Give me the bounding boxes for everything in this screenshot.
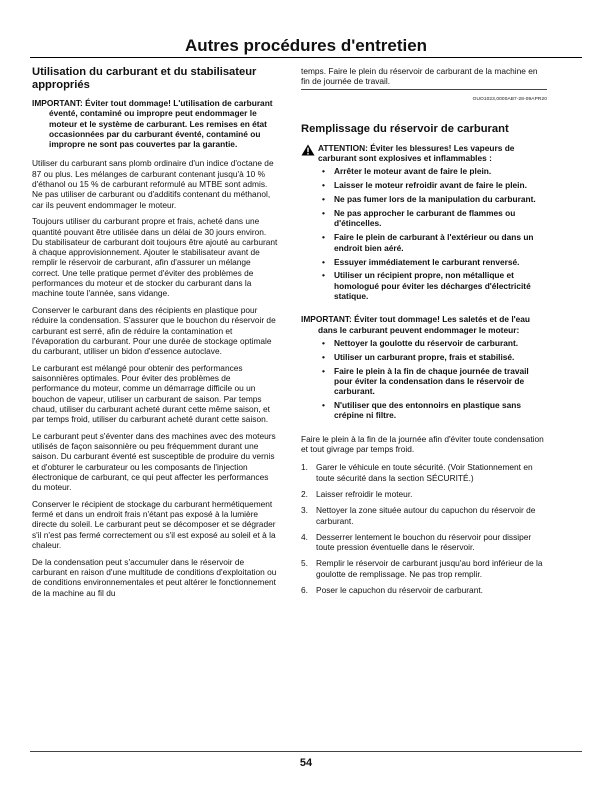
paragraph: Toujours utiliser du carburant propre et frais, acheté dans une quantité pouvant être utilisée dans un délai de 30 jours environ. Du stabilisateur de carburant doit toujours être ajouté au carburant à chaque approvisionnement. Ajouter le stabilisateur avant de remplir le réservoir de carburant, afin d'assurer un mélange correct. Une telle pratique permet d'éviter des problèmes de performances du moteur et de stocker du carburant dans la machine toute l'année, sans vidange. [32,216,278,299]
step-item: 3. Nettoyer la zone située autour du capuchon du réservoir de carburant. [301,505,536,526]
list-item: • Nettoyer la goulotte du réservoir de carburant. [322,337,519,348]
attention-notice [301,143,547,164]
important-list [301,338,547,421]
list-item: • N'utiliser que des entonnoirs en plastique sans crépine ni filtre. [322,400,521,421]
warning-triangle-icon [301,143,318,164]
list-item: • Utiliser un récipient propre, non métallique et homologué pour éviter les décharges d'électricité statique. [322,270,531,302]
footer-rule [30,751,582,752]
list-item: • Faire le plein à la fin de chaque journée de travail pour éviter la condensation dans le réservoir de carburant. [322,365,529,397]
attention-text: ATTENTION: Éviter les blessures! Les vapeurs de carburant sont explosives et inflammables : [318,142,515,164]
page-title: Autres procédures d'entretien [184,36,428,55]
list-item: • Arrêter le moteur avant de faire le plein. [322,166,492,177]
list-item: • Faire le plein de carburant à l'extérieur ou dans un endroit bien aéré. [322,232,534,253]
important-label: IMPORTANT: [32,98,83,108]
page-number: 54 [299,757,313,769]
paragraph: Le carburant peut s'éventer dans des machines avec des moteurs utilisés de façon saisonnière ou peu fréquemment durant une saison. Du carburant éventé est susceptible de produire du vernis et d'obturer le carburateur ou les composants de l'injection électronique de carburant, ce qui peut affecter les performances du moteur. [32,430,276,493]
important-notice-2: IMPORTANT: Éviter tout dommage! Les saletés et de l'eau dans le carburant peuvent endommager le moteur: [301,314,531,335]
paragraph: Faire le plein à la fin de la journée afin d'éviter toute condensation et tout givrage par temps froid. [301,433,544,455]
list-item: • Ne pas fumer lors de la manipulation du carburant. [322,194,536,205]
step-item: 1. Garer le véhicule en toute sécurité. (Voir Stationnement en toute sécurité dans la section SÉCURITÉ.) [301,462,533,483]
continuation-paragraph: temps. Faire le plein du réservoir de carburant de la machine en fin de journée de travail. [301,66,538,87]
step-item: 4. Desserrer lentement le bouchon du réservoir pour dissiper toute pression éventuelle dans le réservoir. [301,531,532,553]
section-rule [301,89,547,90]
list-item: • Utiliser un carburant propre, frais et stabilisé. [322,351,515,362]
right-column [301,66,547,601]
paragraph: De la condensation peut s'accumuler dans le réservoir de carburant en raison d'une multitude de conditions d'exploitation ou de conditions environnementales et peut altérer le fonctionnement de la machine au fil du [32,556,277,598]
document-code: OUO1023,0000AB7-28-09APR20 [472,96,547,102]
header-rule [30,57,582,58]
left-column [32,66,278,604]
list-item: • Ne pas approcher le carburant de flammes ou d'étincelles. [322,208,516,229]
paragraph: Le carburant est mélangé pour obtenir des performances saisonnières optimales. Pour éviter des problèmes de performance du moteur, comme un démarrage difficile ou un bouchon de vapeur, utiliser un carburant de saison. Par temps chaud, utiliser du carburant acheté durant cette même saison, et par temps froid, utiliser du carburant acheté durant cette saison. [32,362,270,425]
paragraph: Conserver le récipient de stockage du carburant hermétiquement fermé et dans un endroit frais n'étant pas exposé à la lumière directe du soleil. Le carburant peut se décomposer et se dégrader s'il n'est pas fermé correctement ou s'il est exposé au soleil et à la chaleur. [32,498,276,551]
attention-list [301,166,547,301]
step-item: 6. Poser le capuchon du réservoir de carburant. [301,585,483,596]
step-item: 2. Laisser refroidir le moteur. [301,488,413,499]
paragraph: Conserver le carburant dans des récipients en plastique pour réduire la condensation. S'assurer que le bouchon du réservoir de carburant est serré, afin de réduire la contamination et l'évaporation du carburant. Pour une durée de stockage optimale du carburant, utiliser un bidon d'essence autoclave. [32,304,276,357]
steps-list [301,462,547,595]
list-item: • Laisser le moteur refroidir avant de faire le plein. [322,180,527,191]
important-text: Éviter tout dommage! L'utilisation de carburant éventé, contaminé ou impropre peut endommager le moteur et le système de carburant. Les remises en état occasionnées par du carburant éventé, contaminé ou impropre ne sont pas couvertes par la garantie. [49,98,273,150]
step-item: 5. Remplir le réservoir de carburant jusqu'au bord inférieur de la goulotte de remplissage. Ne pas trop remplir. [301,558,543,579]
paragraph: Utiliser du carburant sans plomb ordinaire d'un indice d'octane de 87 ou plus. Les mélanges de carburant contenant jusqu'à 10 % d'éthanol ou 15 % de carburant reformulé au MTBE sont admis. Ne pas utiliser de carburant ou d'additifs contenant du méthanol, car ils peuvent endommager le moteur. [32,158,274,210]
important-notice [32,98,278,149]
fuel-fill-heading: Remplissage du réservoir de carburant [301,122,509,135]
list-item: • Essuyer immédiatement le carburant renversé. [322,256,520,267]
fuel-usage-heading: Utilisation du carburant et du stabilisateur appropriés [32,66,257,91]
